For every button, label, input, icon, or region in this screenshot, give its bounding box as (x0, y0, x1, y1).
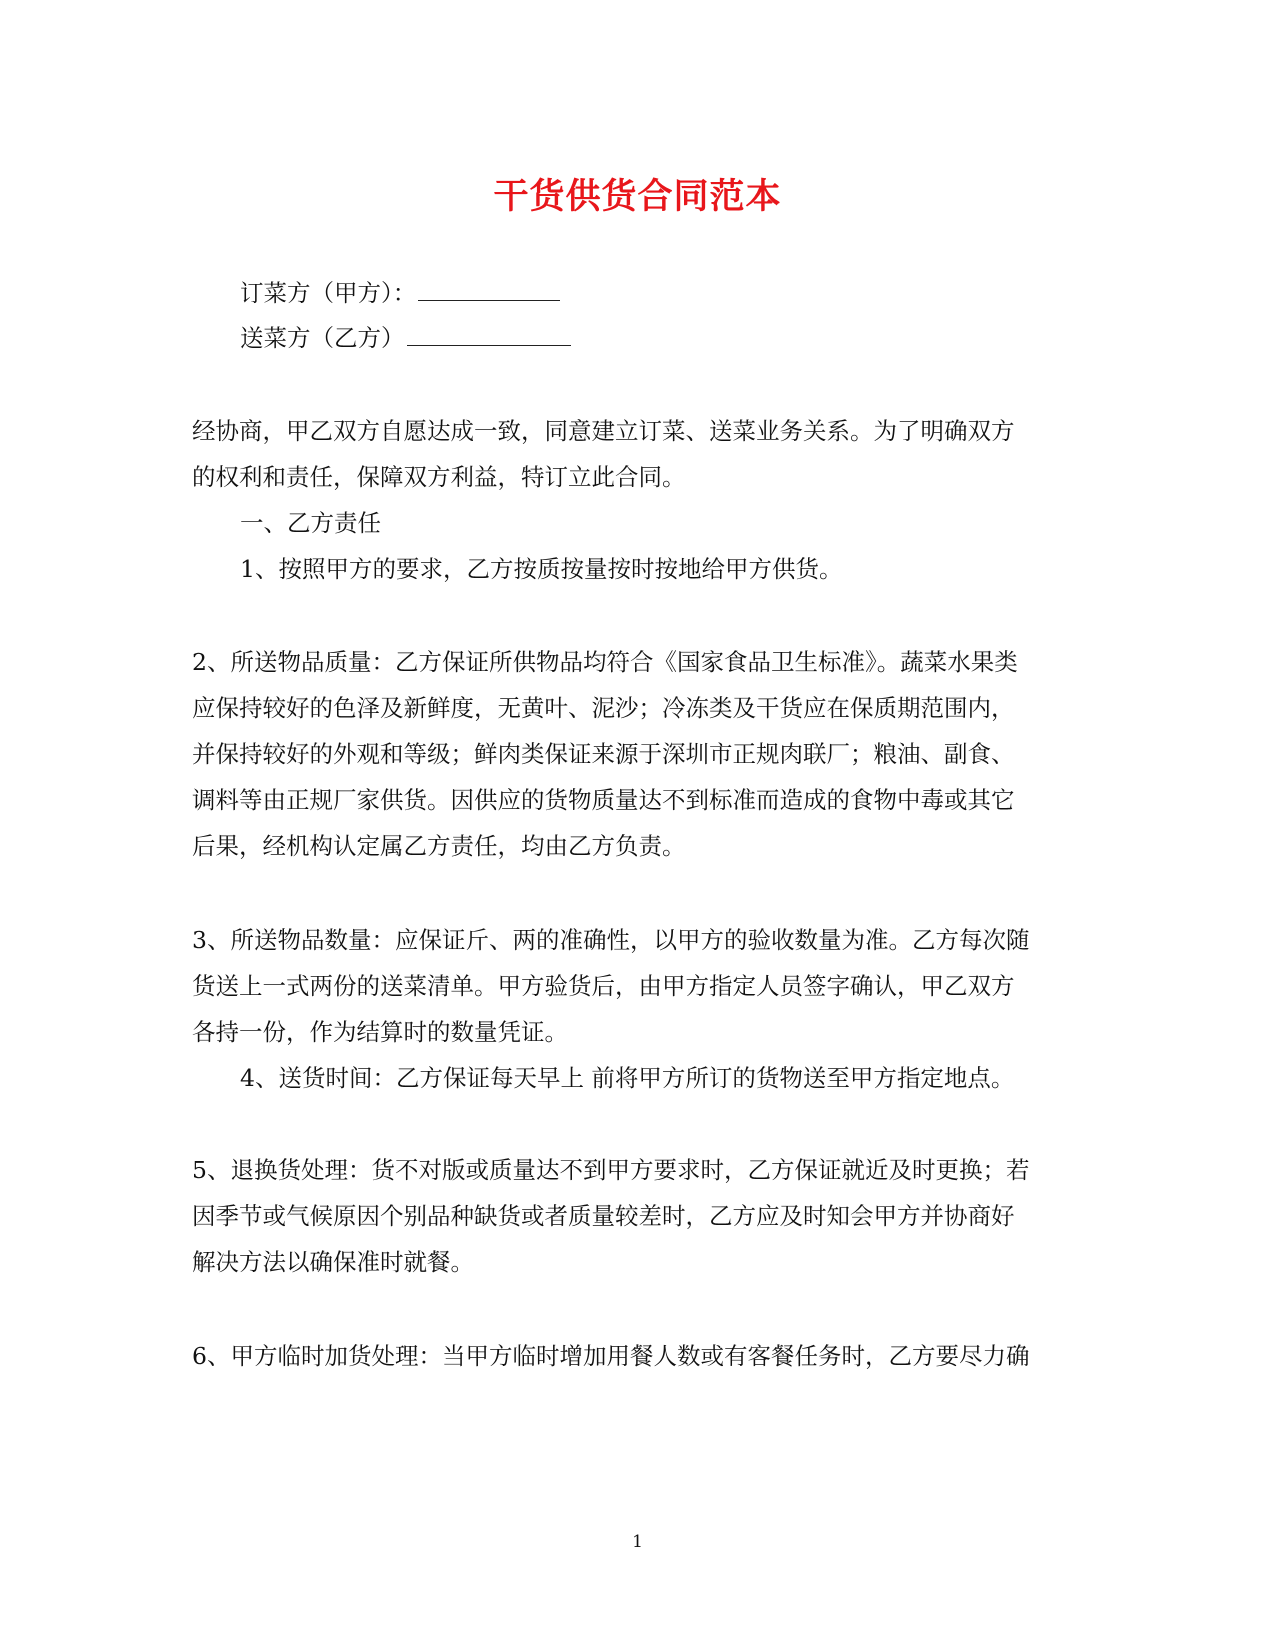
clause-5-line: 因季节或气候原因个别品种缺货或者质量较差时，乙方应及时知会甲方并协商好 (192, 1202, 1015, 1230)
clause-3-line: 货送上一式两份的送菜清单。甲方验货后，由甲方指定人员签字确认，甲乙双方 (192, 972, 1015, 1000)
page-number: 1 (632, 1532, 643, 1552)
party-b-blank[interactable] (407, 325, 571, 346)
clause-2-line: 调料等由正规厂家供货。因供应的货物质量达不到标准而造成的食物中毒或其它 (192, 786, 1015, 814)
clause-4: 4、送货时间：乙方保证每天早上 前将甲方所订的货物送至甲方指定地点。 (240, 1064, 1015, 1092)
clause-5-line: 解决方法以确保准时就餐。 (192, 1248, 474, 1276)
party-a-line (240, 276, 1130, 310)
clause-1: 1、按照甲方的要求，乙方按质按量按时按地给甲方供货。 (240, 555, 843, 583)
intro-line: 的权利和责任，保障双方利益，特订立此合同。 (192, 463, 686, 491)
clause-3-line: 各持一份，作为结算时的数量凭证。 (192, 1018, 568, 1046)
intro-line: 经协商，甲乙双方自愿达成一致，同意建立订菜、送菜业务关系。为了明确双方 (192, 417, 1015, 445)
clause-2-line: 后果，经机构认定属乙方责任，均由乙方负责。 (192, 832, 686, 860)
clause-2-line: 并保持较好的外观和等级；鲜肉类保证来源于深圳市正规肉联厂；粮油、副食、 (192, 740, 1015, 768)
clause-6-line: 6、甲方临时加货处理：当甲方临时增加用餐人数或有客餐任务时，乙方要尽力确 (192, 1342, 1030, 1370)
clause-2-line: 应保持较好的色泽及新鲜度，无黄叶、泥沙；冷冻类及干货应在保质期范围内， (192, 694, 1015, 722)
party-b-line (240, 321, 1130, 355)
party-a-label: 订菜方（甲方）： (240, 279, 417, 307)
clause-3-line: 3、所送物品数量：应保证斤、两的准确性，以甲方的验收数量为准。乙方每次随 (192, 926, 1030, 954)
party-b-label: 送菜方（乙方） (240, 324, 405, 352)
clause-2-line: 2、所送物品质量：乙方保证所供物品均符合《国家食品卫生标准》。蔬菜水果类 (192, 648, 1018, 676)
section-heading: 一、乙方责任 (240, 509, 381, 537)
clause-5-line: 5、退换货处理：货不对版或质量达不到甲方要求时，乙方保证就近及时更换；若 (192, 1156, 1030, 1184)
party-a-blank[interactable] (418, 280, 560, 301)
document-title: 干货供货合同范本 (493, 176, 782, 217)
